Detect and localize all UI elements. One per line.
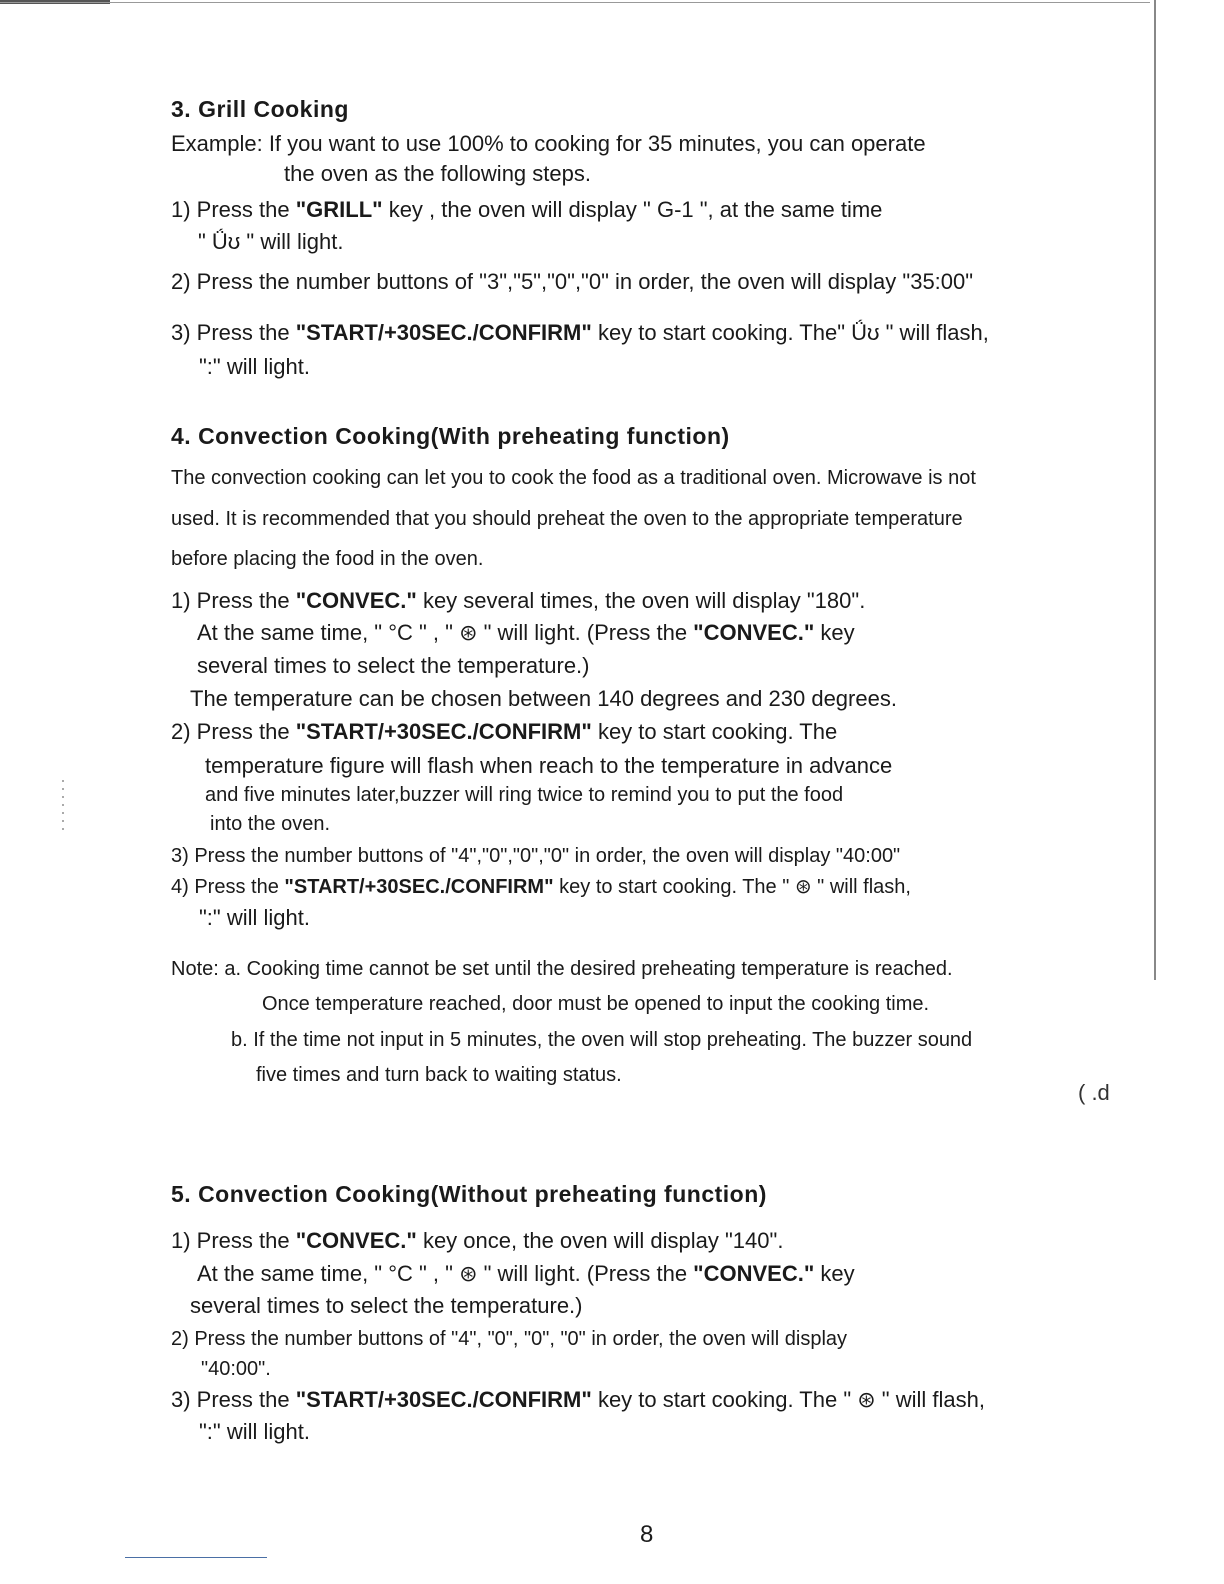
step-text: ":" will light. [199, 1419, 310, 1444]
scan-edge [125, 1557, 267, 1558]
step-text: and five minutes later,buzzer will ring twice to remind you to put the food [205, 784, 844, 806]
step-text: The temperature can be chosen between 140 degrees and 230 degrees. [190, 686, 897, 711]
example-text: the oven as the following steps. [284, 161, 591, 186]
step-text: At the same time, " °C " , " ⊛ " will light. (Press the "CONVEC." key [197, 620, 855, 645]
page-number: 8 [640, 1521, 654, 1548]
note-text: five times and turn back to waiting status. [256, 1064, 622, 1086]
step-text: "40:00". [201, 1358, 271, 1380]
step-text: At the same time, " °C " , " ⊛ " will light. (Press the "CONVEC." key [197, 1261, 855, 1286]
step-text: " Ǘʊ " will light. [198, 229, 344, 254]
step-convec-2: 2) Press the "START/+30SEC./CONFIRM" key to start cooking. The [171, 719, 838, 744]
step-text: several times to select the temperature.) [190, 1293, 583, 1318]
margin-mark: ( .d [1078, 1080, 1110, 1105]
step-convec-np-1: 1) Press the "CONVEC." key once, the oven will display "140". [171, 1228, 784, 1253]
scan-edge [1154, 0, 1156, 980]
step-grill-3: 3) Press the "START/+30SEC./CONFIRM" key to start cooking. The" Ǘʊ " will flash, [171, 320, 989, 345]
step-convec-4: 4) Press the "START/+30SEC./CONFIRM" key to start cooking. The " ⊛ " will flash, [171, 876, 911, 898]
step-text: temperature figure will flash when reach to the temperature in advance [205, 753, 893, 778]
intro-text: The convection cooking can let you to cook the food as a traditional oven. Microwave is not [171, 467, 976, 489]
step-text: into the oven. [210, 813, 331, 835]
section-heading-convection-no-preheat: 5. Convection Cooking(Without preheating function) [171, 1181, 767, 1207]
scan-artifact [62, 780, 64, 830]
step-convec-np-2: 2) Press the number buttons of "4", "0", "0", "0" in order, the oven will display [171, 1328, 848, 1350]
step-convec-np-3: 3) Press the "START/+30SEC./CONFIRM" key to start cooking. The " ⊛ " will flash, [171, 1387, 985, 1412]
scan-edge [0, 2, 1150, 3]
note-text: Once temperature reached, door must be opened to input the cooking time. [262, 993, 930, 1015]
example-text: Example: If you want to use 100% to cooking for 35 minutes, you can operate [171, 131, 926, 156]
intro-text: before placing the food in the oven. [171, 548, 484, 570]
intro-text: used. It is recommended that you should preheat the oven to the appropriate temperature [171, 508, 963, 530]
step-convec-1: 1) Press the "CONVEC." key several times, the oven will display "180". [171, 588, 866, 613]
step-convec-3: 3) Press the number buttons of "4","0","0","0" in order, the oven will display "40:00" [171, 845, 901, 867]
section-heading-convection-preheat: 4. Convection Cooking(With preheating function) [171, 423, 730, 449]
note-b: b. If the time not input in 5 minutes, the oven will stop preheating. The buzzer sound [231, 1029, 973, 1051]
step-text: ":" will light. [199, 905, 310, 930]
step-grill-2: 2) Press the number buttons of "3","5","0","0" in order, the oven will display "35:00" [171, 269, 974, 294]
step-text: ":" will light. [199, 354, 310, 379]
step-text: several times to select the temperature.) [197, 653, 590, 678]
note-a: Note: a. Cooking time cannot be set until the desired preheating temperature is reached. [171, 958, 953, 980]
step-grill-1: 1) Press the "GRILL" key , the oven will display " G-1 ", at the same time [171, 197, 883, 222]
section-heading-grill: 3. Grill Cooking [171, 96, 349, 122]
